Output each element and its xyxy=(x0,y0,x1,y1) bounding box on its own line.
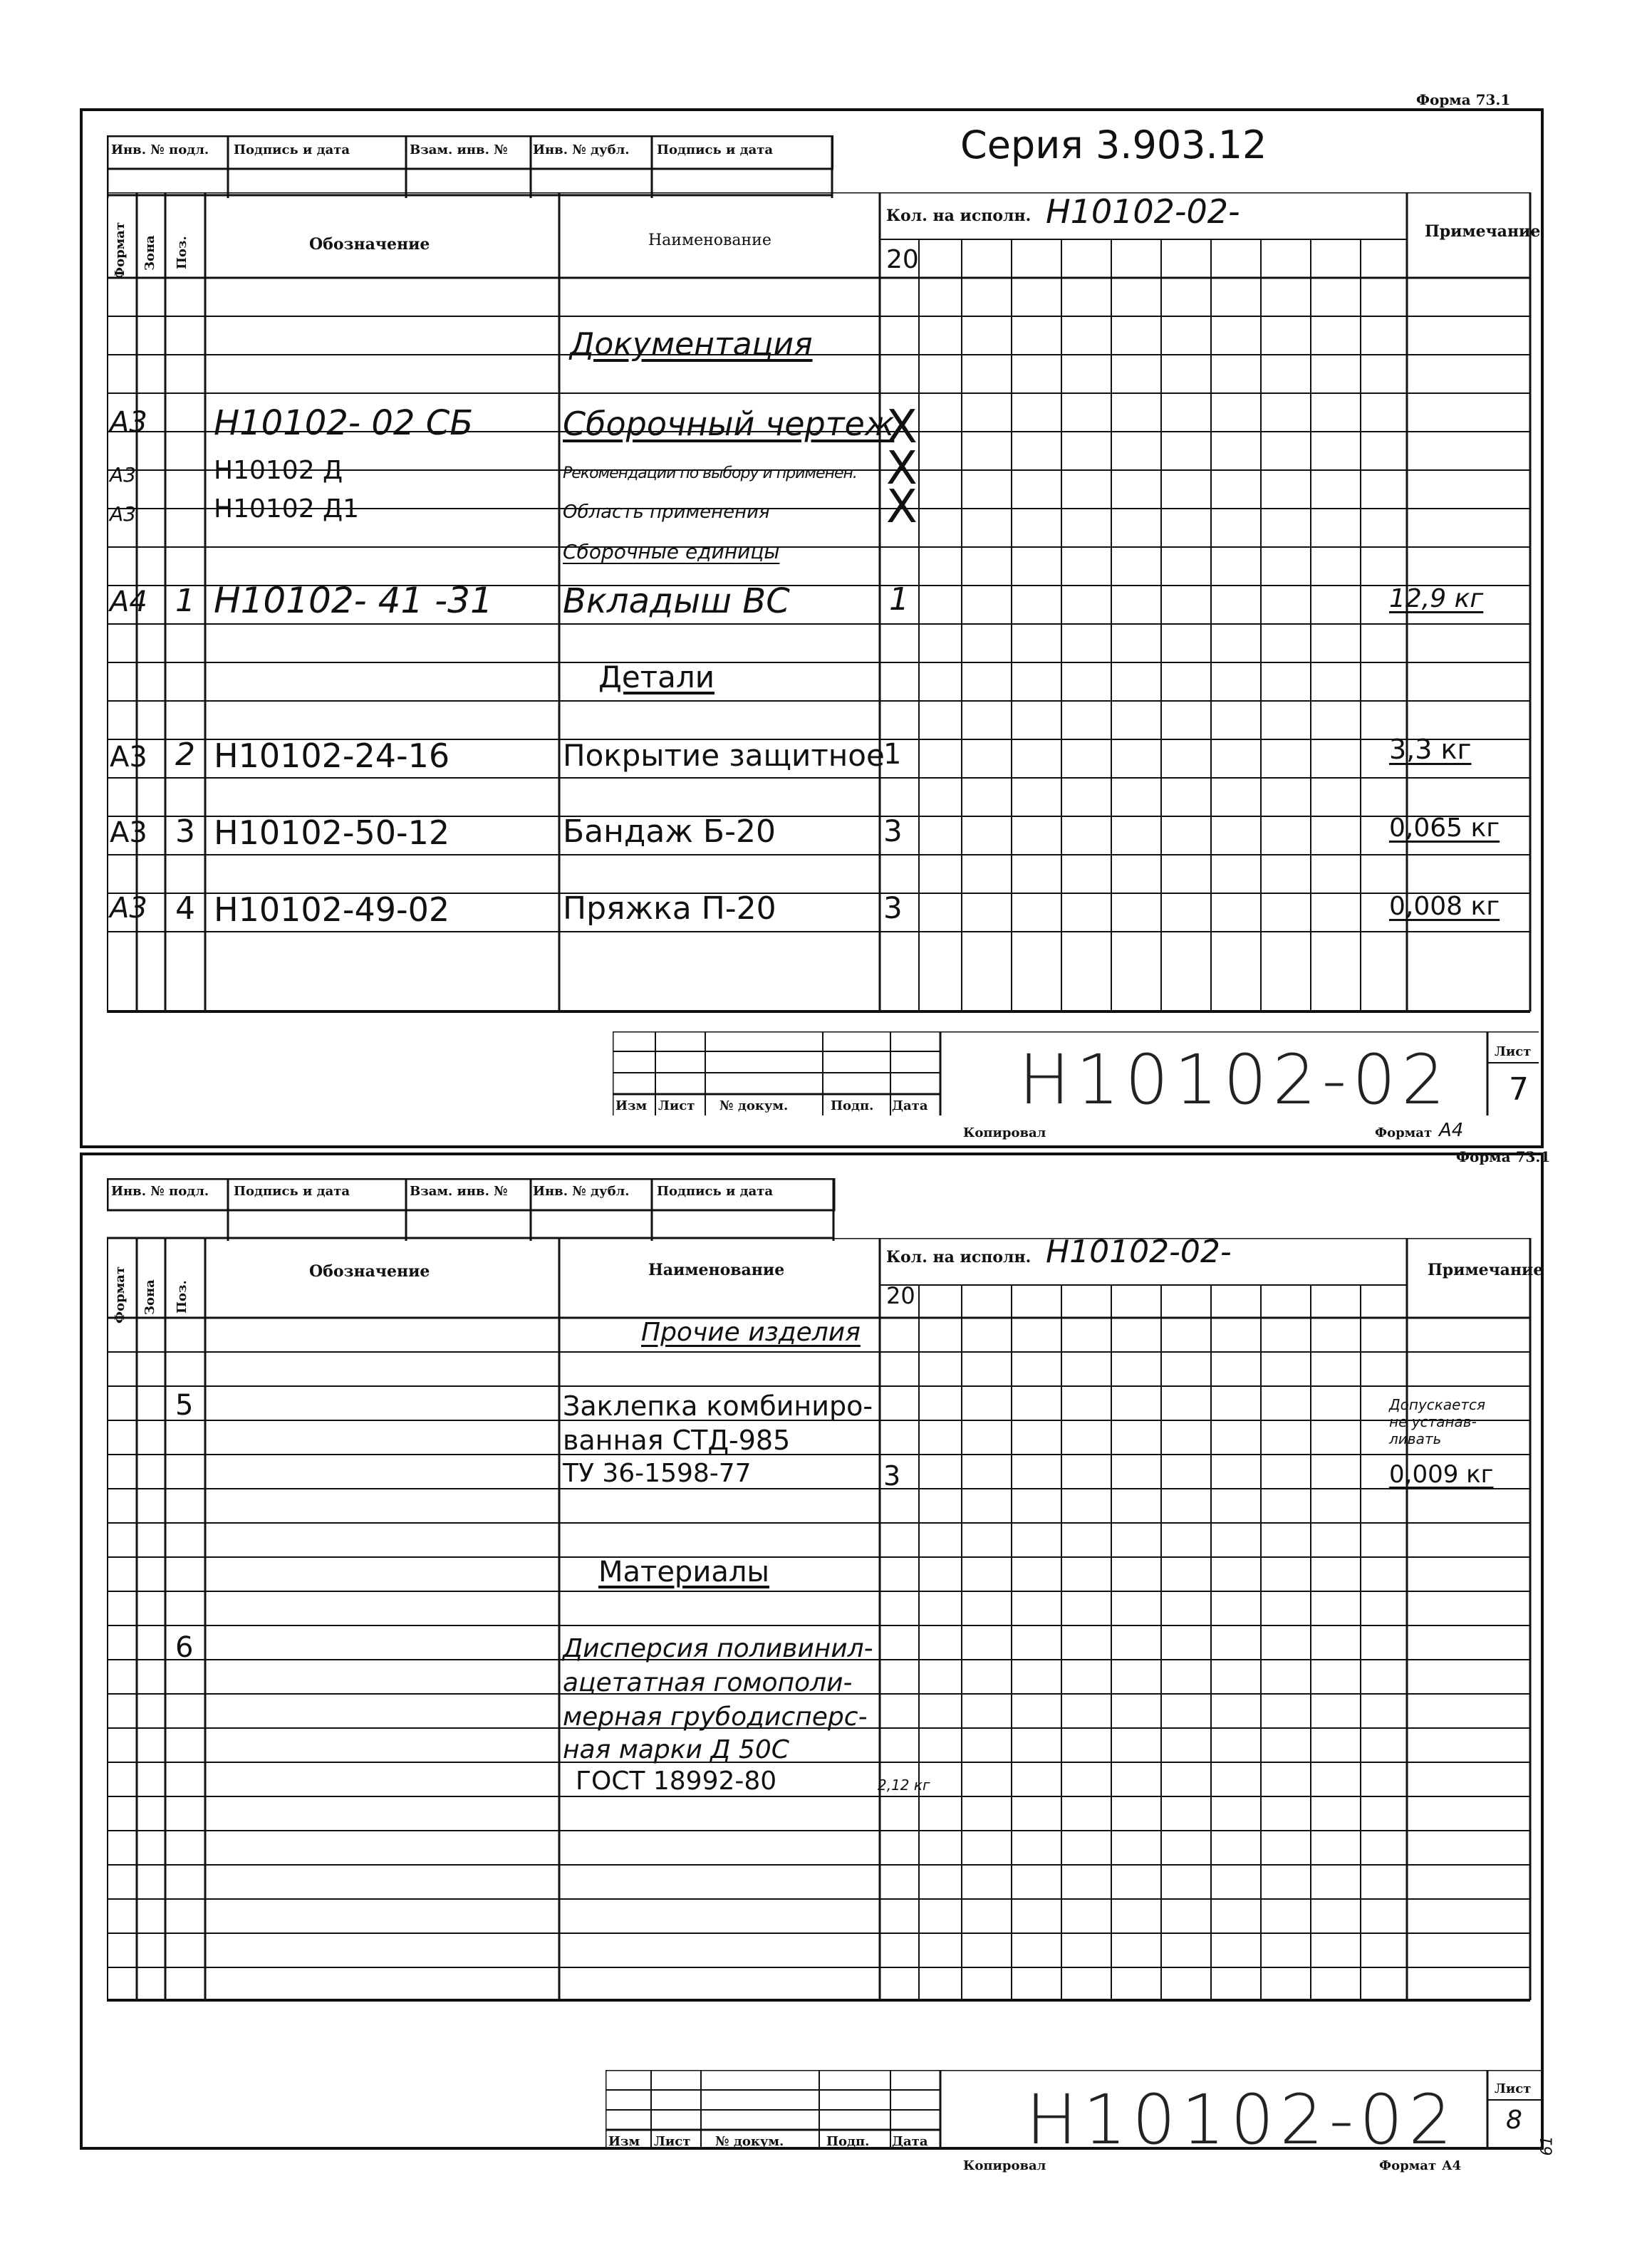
sheet-number: 7 xyxy=(1509,1071,1529,1108)
stamp-podpis-data-2: Подпись и дата xyxy=(657,142,774,157)
cross-mark: X xyxy=(886,481,918,534)
col-designation-header: Обозначение xyxy=(309,1262,430,1281)
row-qty: 1 xyxy=(889,581,909,618)
row-pos: 3 xyxy=(175,813,195,850)
tb-sign: Подп. xyxy=(831,1098,874,1113)
row-designation: H10102 Д1 xyxy=(214,494,360,524)
col-name-header: Наименование xyxy=(648,1261,785,1279)
format-value: А4 xyxy=(1442,2158,1462,2173)
section-materials: Материалы xyxy=(598,1556,769,1588)
copied-label: Копировал xyxy=(963,2158,1046,2173)
section-parts: Детали xyxy=(598,660,715,695)
stamp-podpis-data-2: Подпись и дата xyxy=(657,1184,774,1199)
copied-label: Копировал xyxy=(963,1125,1046,1140)
row-name: Рекомендации по выбору и применен. xyxy=(563,464,857,482)
row-pos: 1 xyxy=(175,583,195,619)
row-designation: H10102-24-16 xyxy=(214,737,450,775)
row-pos: 2 xyxy=(175,737,195,773)
col-pos-header: Поз. xyxy=(175,236,189,269)
col-format-header: Формат xyxy=(113,1266,128,1323)
row-fmt: A3 xyxy=(110,406,147,439)
format-label: Формат xyxy=(1375,1125,1433,1140)
col-zone-header: Зона xyxy=(142,235,157,271)
stamp-podpis-data: Подпись и дата xyxy=(234,142,350,157)
row-fmt: A3 xyxy=(110,741,147,774)
row-designation: H10102-50-12 xyxy=(214,813,450,852)
row-name: Область применения xyxy=(563,501,770,523)
tb-sheet-label: Лист xyxy=(1495,1044,1532,1059)
tb-list: Лист xyxy=(654,2134,691,2149)
tb-doc-no: № докум. xyxy=(715,2134,784,2149)
row-qty: 3 xyxy=(883,813,903,848)
row-note: 3,3 кг xyxy=(1389,734,1472,765)
row-name: Бандаж Б-20 xyxy=(563,813,776,850)
col-zone-header: Зона xyxy=(142,1279,157,1315)
row-qty: 2,12 кг xyxy=(878,1777,930,1794)
stamp-podpis-data: Подпись и дата xyxy=(234,1184,350,1199)
row-fmt: A4 xyxy=(110,586,147,618)
row-fmt: A3 xyxy=(110,892,147,925)
row-note: 0,008 кг xyxy=(1389,892,1500,921)
row-name: Вкладыш ВС xyxy=(563,581,790,621)
row-name: ванная СТД-985 xyxy=(563,1425,791,1456)
stamp-inv-dubl: Инв. № дубл. xyxy=(533,142,630,157)
row-fmt: A3 xyxy=(110,463,136,487)
format-label: Формат xyxy=(1379,2158,1437,2173)
col-qty-prefix: Кол. на исполн. xyxy=(886,1248,1032,1266)
tb-list: Лист xyxy=(658,1098,695,1113)
col-pos-header: Поз. xyxy=(175,1280,189,1314)
col-format-header: Формат xyxy=(113,222,128,279)
col-note-header: Примечание xyxy=(1428,1261,1544,1279)
row-name: ная марки Д 50С xyxy=(563,1735,789,1764)
document-code: H10102-02 xyxy=(1026,2080,1458,2160)
section-other-items: Прочие изделия xyxy=(641,1318,861,1347)
row-name: ацетатная гомополи- xyxy=(563,1668,853,1697)
row-designation: H10102-49-02 xyxy=(214,890,450,929)
row-name: Пряжка П-20 xyxy=(563,890,776,927)
col-qty-prefix: Кол. на исполн. xyxy=(886,207,1032,225)
document-code: H10102-02 xyxy=(1019,1040,1451,1120)
tb-izm: Изм xyxy=(608,2134,640,2149)
tb-sheet-label: Лист xyxy=(1495,2081,1532,2096)
row-qty: 3 xyxy=(883,1460,901,1492)
sheet-number: 8 xyxy=(1506,2106,1522,2135)
row-name: мерная грубодисперс- xyxy=(563,1702,868,1732)
col-qty-20: 20 xyxy=(886,1282,915,1309)
col-name-header: Наименование xyxy=(648,232,771,249)
series-title: Серия 3.903.12 xyxy=(960,123,1267,167)
cross-mark: X xyxy=(886,401,918,454)
row-name: Дисперсия поливинил- xyxy=(563,1634,873,1663)
note-line: ливать xyxy=(1389,1430,1442,1447)
form-number-sheet-2: Форма 73.1 xyxy=(1456,1148,1551,1165)
tb-sign: Подп. xyxy=(826,2134,870,2149)
row-qty: 1 xyxy=(883,738,902,771)
row-name: Покрытие защитное xyxy=(563,738,885,773)
row-fmt: A3 xyxy=(110,816,147,849)
side-mark: 61 xyxy=(1538,2136,1557,2156)
stamp-vzam-inv: Взам. инв. № xyxy=(410,1184,508,1199)
row-fmt: A3 xyxy=(110,502,136,526)
note-line: не устанав- xyxy=(1389,1413,1477,1430)
row-name: ГОСТ 18992-80 xyxy=(576,1767,777,1796)
tb-doc-no: № докум. xyxy=(719,1098,789,1113)
sheet-1-spec-grid xyxy=(107,192,1546,1118)
row-name: Сборочный чертеж xyxy=(563,405,895,443)
note-line: Допускается xyxy=(1389,1396,1486,1413)
row-pos: 5 xyxy=(175,1389,194,1422)
col-note-header: Примечание xyxy=(1425,222,1541,241)
stamp-inv-dubl: Инв. № дубл. xyxy=(533,1184,630,1199)
row-note: 0,009 кг xyxy=(1389,1460,1494,1489)
col-designation-header: Обозначение xyxy=(309,235,430,254)
section-documentation: Документация xyxy=(570,326,813,363)
row-name: ТУ 36-1598-77 xyxy=(563,1459,752,1488)
section-assembly-units: Сборочные единицы xyxy=(563,540,780,563)
stamp-inv-podl: Инв. № подл. xyxy=(111,1184,209,1199)
row-designation: H10102 Д xyxy=(214,456,343,485)
stamp-inv-podl: Инв. № подл. xyxy=(111,142,209,157)
col-qty-20: 20 xyxy=(886,245,919,274)
tb-izm: Изм xyxy=(615,1098,648,1113)
row-note: 12,9 кг xyxy=(1389,584,1484,613)
cross-mark: X xyxy=(886,442,918,495)
row-qty: 3 xyxy=(883,890,903,925)
row-pos: 6 xyxy=(175,1631,194,1664)
tb-date: Дата xyxy=(892,1098,928,1113)
row-designation: H10102- 41 -31 xyxy=(214,580,493,621)
col-qty-variant: H10102-02- xyxy=(1046,1234,1232,1270)
row-note: 0,065 кг xyxy=(1389,813,1500,843)
tb-date: Дата xyxy=(892,2134,928,2149)
format-value: А4 xyxy=(1439,1120,1464,1141)
stamp-vzam-inv: Взам. инв. № xyxy=(410,142,508,157)
form-number-top: Форма 73.1 xyxy=(1416,91,1511,108)
col-qty-variant: H10102-02- xyxy=(1046,192,1240,231)
row-designation: H10102- 02 СБ xyxy=(214,403,474,443)
row-pos: 4 xyxy=(175,890,195,927)
row-name: Заклепка комбиниро- xyxy=(563,1390,873,1422)
